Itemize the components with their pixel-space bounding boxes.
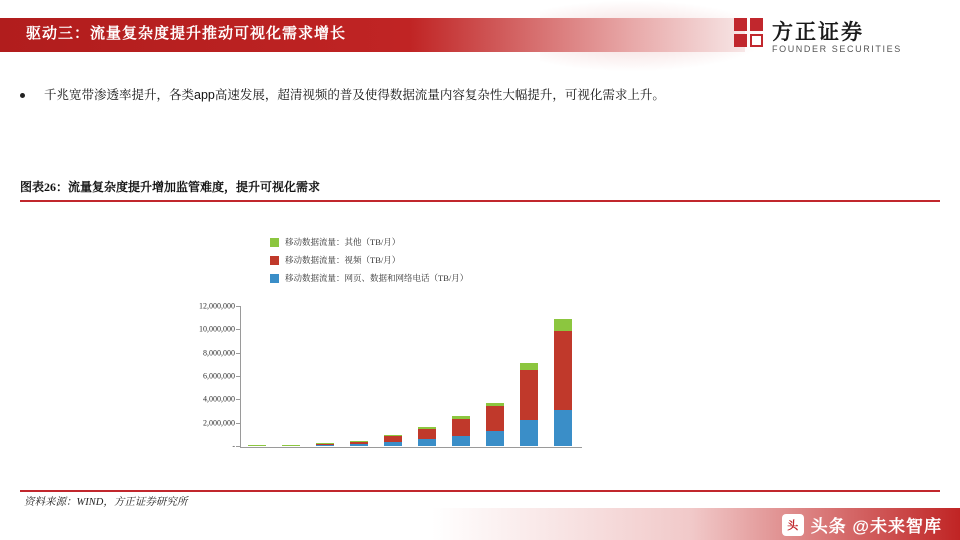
legend-swatch-icon — [270, 274, 279, 283]
figure-caption — [20, 178, 940, 196]
watermark-text: 头条 @未来智库 — [810, 517, 942, 536]
bar-column — [384, 306, 402, 446]
bar-segment — [520, 363, 538, 370]
y-axis-tick-mark — [236, 446, 240, 447]
y-axis-tick-mark — [236, 399, 240, 400]
chart-legend — [270, 236, 468, 290]
legend-item — [270, 254, 468, 266]
page-title: 驱动三：流量复杂度提升推动可视化需求增长 — [26, 25, 347, 42]
bar-segment — [452, 436, 470, 447]
bar-column — [520, 306, 538, 446]
figure-caption-text: 图表26：流量复杂度提升增加监管难度，提升可视化需求 — [20, 180, 321, 194]
company-logo — [734, 14, 934, 62]
y-axis-tick-label: 8,000,000 — [203, 348, 235, 358]
y-axis-tick-label: 4,000,000 — [203, 394, 235, 404]
bar-column — [554, 306, 572, 446]
y-axis-tick-label: - — [232, 441, 235, 451]
y-axis-tick-label: 6,000,000 — [203, 371, 235, 381]
bar-segment — [350, 441, 368, 442]
x-axis-line — [240, 447, 582, 448]
bar-segment — [486, 431, 504, 446]
stacked-bar-chart — [180, 230, 740, 485]
bar-segment — [554, 319, 572, 331]
bar-segment — [248, 445, 266, 446]
bar-segment — [316, 444, 334, 445]
bar-column — [452, 306, 470, 446]
y-axis-tick-mark — [236, 376, 240, 377]
bullet-text: 千兆宽带渗透率提升，各类app高速发展，超清视频的普及使得数据流量内容复杂性大幅提升，可视化需求上升。 — [44, 88, 665, 102]
bar-segment — [384, 435, 402, 436]
bar-segment — [520, 370, 538, 420]
legend-item — [270, 272, 468, 284]
watermark — [782, 512, 942, 537]
chart-plot-area — [199, 301, 580, 451]
bar-segment — [384, 442, 402, 446]
logo-english-name: FOUNDER SECURITIES — [772, 44, 902, 54]
bullet-dot-icon — [20, 93, 25, 98]
bar-segment — [350, 444, 368, 446]
bar-segment — [554, 331, 572, 410]
source-note: 资料来源：WIND，方正证券研究所 — [24, 497, 188, 508]
bar-column — [350, 306, 368, 446]
y-axis-tick-mark — [236, 329, 240, 330]
bar-segment — [452, 419, 470, 435]
footer-divider — [20, 490, 940, 492]
bar-segment — [452, 416, 470, 419]
bar-column — [486, 306, 504, 446]
legend-label: 移动数据流量：网页、数据和网络电话（TB/月） — [285, 273, 469, 283]
y-axis-tick-label: 2,000,000 — [203, 418, 235, 428]
bar-segment — [486, 403, 504, 407]
bar-segment — [316, 443, 334, 444]
bar-segment — [486, 406, 504, 431]
bar-segment — [520, 420, 538, 446]
bar-column — [418, 306, 436, 446]
bar-column — [316, 306, 334, 446]
legend-swatch-icon — [270, 238, 279, 247]
y-axis-tick-mark — [236, 306, 240, 307]
bar-segment — [418, 427, 436, 429]
y-axis-tick-label: 10,000,000 — [199, 324, 235, 334]
legend-item — [270, 236, 468, 248]
figure-divider — [20, 200, 940, 202]
legend-label: 移动数据流量：视频（TB/月） — [285, 255, 401, 265]
y-axis-tick-mark — [236, 423, 240, 424]
y-axis-tick-label: 12,000,000 — [199, 301, 235, 311]
bar-segment — [316, 445, 334, 446]
logo-chinese-name: 方正证券 — [772, 21, 864, 44]
y-axis-tick-mark — [236, 353, 240, 354]
bar-segment — [418, 439, 436, 446]
bar-segment — [282, 445, 300, 446]
slide-header — [0, 0, 960, 72]
bar-segment — [554, 410, 572, 446]
founder-squares-logo-icon — [734, 18, 764, 48]
bar-segment — [418, 429, 436, 439]
legend-label: 移动数据流量：其他（TB/月） — [285, 237, 401, 247]
bar-column — [282, 306, 300, 446]
bar-segment — [350, 441, 368, 444]
watermark-badge-icon: 头 — [782, 514, 804, 536]
legend-swatch-icon — [270, 256, 279, 265]
bar-segment — [384, 436, 402, 442]
bar-column — [248, 306, 266, 446]
